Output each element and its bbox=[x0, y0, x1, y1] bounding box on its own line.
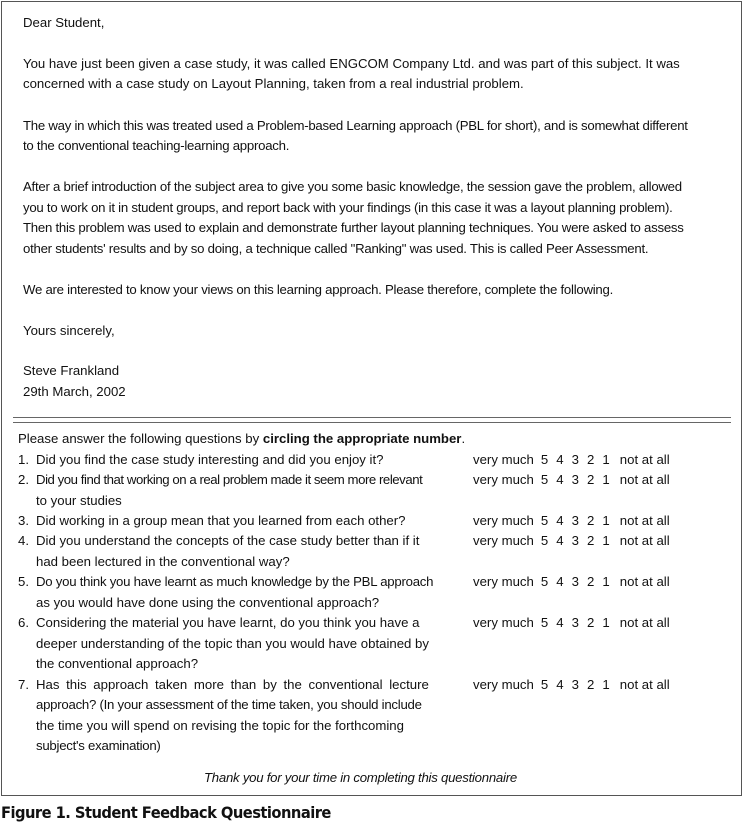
rating-option-5[interactable]: 5 bbox=[540, 574, 549, 589]
instruction-emphasis: circling the appropriate number bbox=[262, 431, 462, 446]
rating-scale-q3 bbox=[473, 513, 670, 529]
rating-option-2[interactable]: 2 bbox=[587, 677, 595, 692]
rating-option-4[interactable]: 4 bbox=[556, 677, 564, 692]
rating-option-1[interactable]: 1 bbox=[602, 513, 610, 528]
scale-low-label: not at all bbox=[619, 472, 670, 487]
scale-low-label: not at all bbox=[619, 513, 670, 528]
rating-option-1[interactable]: 1 bbox=[602, 452, 610, 467]
rating-option-5[interactable]: 5 bbox=[540, 452, 549, 467]
rating-option-3[interactable]: 3 bbox=[571, 513, 579, 528]
closing: Yours sincerely, bbox=[23, 323, 115, 338]
question-7-text-line-3: the time you will spend on revising the topic for the forthcoming bbox=[36, 718, 404, 733]
scale-high-label: very much bbox=[473, 615, 534, 630]
paragraph-3-line-4: other students' results and by so doing, a technique called "Ranking" was used. This is called Peer Assessment. bbox=[23, 241, 649, 256]
paragraph-2-line-1: The way in which this was treated used a Problem-based Learning approach (PBL for short), and is somewhat different bbox=[23, 118, 688, 133]
rating-option-5[interactable]: 5 bbox=[540, 533, 549, 548]
paragraph-3-line-2: you to work on it in student groups, and report back with your findings (in this case it was a layout planning problem). bbox=[23, 200, 673, 215]
salutation: Dear Student, bbox=[23, 15, 105, 30]
question-4-number: 4. bbox=[18, 533, 29, 548]
scale-high-label: very much bbox=[473, 533, 534, 548]
rating-option-3[interactable]: 3 bbox=[571, 677, 579, 692]
instruction-suffix: . bbox=[461, 431, 466, 446]
question-7-text-line-2: approach? (In your assessment of the time taken, you should include bbox=[36, 697, 422, 712]
scale-high-label: very much bbox=[473, 513, 534, 528]
rating-option-4[interactable]: 4 bbox=[556, 513, 564, 528]
rating-option-4[interactable]: 4 bbox=[556, 574, 564, 589]
paragraph-3-line-1: After a brief introduction of the subject area to give you some basic knowledge, the session gave the problem, allowed bbox=[23, 179, 682, 194]
question-7-text-line-4: subject's examination) bbox=[36, 738, 161, 753]
paragraph-4-line-1: We are interested to know your views on this learning approach. Please therefore, complete the following. bbox=[23, 282, 613, 297]
rating-option-2[interactable]: 2 bbox=[587, 452, 595, 467]
instruction bbox=[18, 431, 465, 447]
rating-option-1[interactable]: 1 bbox=[602, 615, 610, 630]
scale-high-label: very much bbox=[473, 472, 534, 487]
signature-name: Steve Frankland bbox=[23, 363, 120, 378]
scale-high-label: very much bbox=[473, 677, 534, 692]
scale-low-label: not at all bbox=[619, 615, 670, 630]
question-3-number: 3. bbox=[18, 513, 29, 528]
question-7-number: 7. bbox=[18, 677, 29, 692]
question-5-text-line-1: Do you think you have learnt as much knowledge by the PBL approach bbox=[36, 574, 434, 589]
thank-you-note: Thank you for your time in completing this questionnaire bbox=[204, 770, 517, 785]
rating-option-2[interactable]: 2 bbox=[587, 513, 595, 528]
rating-option-2[interactable]: 2 bbox=[587, 615, 595, 630]
question-4-text-line-2: had been lectured in the conventional way? bbox=[36, 554, 290, 569]
question-6-number: 6. bbox=[18, 615, 29, 630]
question-4-text-line-1: Did you understand the concepts of the case study better than if it bbox=[36, 533, 420, 548]
rating-scale-q2 bbox=[473, 472, 670, 488]
divider-rule-top bbox=[13, 417, 731, 418]
scale-high-label: very much bbox=[473, 452, 534, 467]
rating-option-3[interactable]: 3 bbox=[571, 533, 579, 548]
scale-high-label: very much bbox=[473, 574, 534, 589]
rating-option-3[interactable]: 3 bbox=[571, 574, 579, 589]
scale-low-label: not at all bbox=[619, 533, 670, 548]
paragraph-1-line-1: You have just been given a case study, it was called ENGCOM Company Ltd. and was part of this subject. It was bbox=[23, 56, 680, 71]
scale-low-label: not at all bbox=[619, 574, 670, 589]
rating-scale-q4 bbox=[473, 533, 670, 549]
question-5-text-line-2: as you would have done using the conventional approach? bbox=[36, 595, 380, 610]
rating-option-5[interactable]: 5 bbox=[540, 615, 549, 630]
rating-option-3[interactable]: 3 bbox=[571, 615, 579, 630]
question-6-text-line-3: the conventional approach? bbox=[36, 656, 199, 671]
rating-option-2[interactable]: 2 bbox=[587, 574, 595, 589]
paragraph-2-line-2: to the conventional teaching-learning approach. bbox=[23, 138, 290, 153]
question-2-text-line-1: Did you find that working on a real problem made it seem more relevant bbox=[36, 472, 423, 487]
rating-scale-q5 bbox=[473, 574, 670, 590]
rating-scale-q7 bbox=[473, 677, 670, 693]
figure-caption: Figure 1. Student Feedback Questionnaire bbox=[1, 803, 331, 822]
rating-option-5[interactable]: 5 bbox=[540, 677, 549, 692]
question-7-text-line-1: Has this approach taken more than by the conventional lecture bbox=[36, 677, 429, 692]
rating-option-1[interactable]: 1 bbox=[602, 574, 610, 589]
rating-option-4[interactable]: 4 bbox=[556, 452, 564, 467]
question-3-text: Did working in a group mean that you learned from each other? bbox=[36, 513, 406, 528]
rating-option-4[interactable]: 4 bbox=[556, 472, 564, 487]
question-6-text-line-2: deeper understanding of the topic than you would have obtained by bbox=[36, 636, 429, 651]
paragraph-1-line-2: concerned with a case study on Layout Planning, taken from a real industrial problem. bbox=[23, 76, 524, 91]
scale-low-label: not at all bbox=[619, 452, 670, 467]
rating-option-3[interactable]: 3 bbox=[571, 472, 579, 487]
question-1-text: Did you find the case study interesting and did you enjoy it? bbox=[36, 452, 384, 467]
rating-option-1[interactable]: 1 bbox=[602, 472, 610, 487]
letter-date: 29th March, 2002 bbox=[23, 384, 126, 399]
question-2-number: 2. bbox=[18, 472, 29, 487]
question-6-text-line-1: Considering the material you have learnt, do you think you have a bbox=[36, 615, 420, 630]
rating-option-5[interactable]: 5 bbox=[540, 472, 549, 487]
question-2-text-line-2: to your studies bbox=[36, 493, 122, 508]
scale-low-label: not at all bbox=[619, 677, 670, 692]
paragraph-3-line-3: Then this problem was used to explain and demonstrate further layout planning techniques. You were asked to assess bbox=[23, 220, 684, 235]
instruction-prefix: Please answer the following questions by bbox=[18, 431, 263, 446]
rating-option-3[interactable]: 3 bbox=[571, 452, 579, 467]
rating-option-4[interactable]: 4 bbox=[556, 533, 564, 548]
rating-scale-q1 bbox=[473, 452, 670, 468]
question-5-number: 5. bbox=[18, 574, 29, 589]
rating-option-1[interactable]: 1 bbox=[602, 677, 610, 692]
rating-option-4[interactable]: 4 bbox=[556, 615, 564, 630]
rating-scale-q6 bbox=[473, 615, 670, 631]
rating-option-1[interactable]: 1 bbox=[602, 533, 610, 548]
rating-option-2[interactable]: 2 bbox=[587, 533, 595, 548]
rating-option-2[interactable]: 2 bbox=[587, 472, 595, 487]
divider-rule-bottom bbox=[13, 422, 731, 423]
rating-option-5[interactable]: 5 bbox=[540, 513, 549, 528]
question-1-number: 1. bbox=[18, 452, 29, 467]
